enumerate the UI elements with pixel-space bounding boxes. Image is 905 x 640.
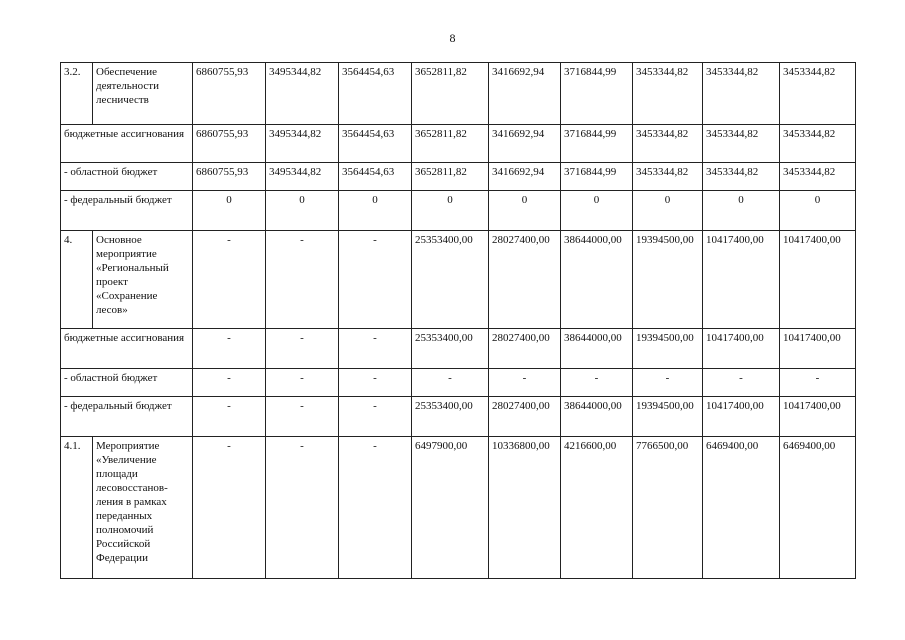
sub-row <box>61 125 856 163</box>
item-row <box>61 63 856 125</box>
value-cell: 0 <box>703 191 780 231</box>
value-cell: 3453344,82 <box>780 63 856 125</box>
value-cell: 3652811,82 <box>412 63 489 125</box>
row-name: Обеспечение деятельности лесничеств <box>93 63 193 125</box>
row-label: - федеральный бюджет <box>61 397 193 437</box>
value-cell: 10417400,00 <box>780 329 856 369</box>
value-cell: 3453344,82 <box>633 125 703 163</box>
value-cell: - <box>193 329 266 369</box>
value-cell: 10336800,00 <box>489 437 561 579</box>
value-cell: - <box>489 369 561 397</box>
value-cell: 3716844,99 <box>561 63 633 125</box>
value-cell: - <box>339 369 412 397</box>
sub-row <box>61 163 856 191</box>
value-cell: 38644000,00 <box>561 397 633 437</box>
value-cell: 6469400,00 <box>780 437 856 579</box>
value-cell: 25353400,00 <box>412 231 489 329</box>
value-cell: 0 <box>633 191 703 231</box>
value-cell: 4216600,00 <box>561 437 633 579</box>
value-cell: - <box>193 369 266 397</box>
value-cell: 3416692,94 <box>489 125 561 163</box>
page-number: 8 <box>449 31 456 45</box>
value-cell: 3564454,63 <box>339 125 412 163</box>
value-cell: 3716844,99 <box>561 125 633 163</box>
value-cell: 25353400,00 <box>412 329 489 369</box>
value-cell: 10417400,00 <box>703 329 780 369</box>
value-cell: 10417400,00 <box>703 397 780 437</box>
value-cell: 3652811,82 <box>412 163 489 191</box>
value-cell: 0 <box>266 191 339 231</box>
value-cell: 3495344,82 <box>266 125 339 163</box>
value-cell: - <box>561 369 633 397</box>
value-cell: - <box>266 369 339 397</box>
value-cell: 25353400,00 <box>412 397 489 437</box>
value-cell: 6860755,93 <box>193 163 266 191</box>
row-code: 4.1. <box>61 437 93 579</box>
value-cell: - <box>339 397 412 437</box>
value-cell: 6860755,93 <box>193 125 266 163</box>
value-cell: 3564454,63 <box>339 163 412 191</box>
value-cell: - <box>339 231 412 329</box>
value-cell: - <box>412 369 489 397</box>
value-cell: 19394500,00 <box>633 231 703 329</box>
value-cell: 3716844,99 <box>561 163 633 191</box>
row-label: - областной бюджет <box>61 369 193 397</box>
value-cell: 10417400,00 <box>780 397 856 437</box>
value-cell: 6860755,93 <box>193 63 266 125</box>
value-cell: 28027400,00 <box>489 231 561 329</box>
budget-table <box>60 62 856 579</box>
value-cell: 3495344,82 <box>266 63 339 125</box>
value-cell: - <box>266 329 339 369</box>
value-cell: 3453344,82 <box>703 163 780 191</box>
value-cell: 3453344,82 <box>633 163 703 191</box>
row-label: бюджетные ассигнования <box>61 125 193 163</box>
row-code: 4. <box>61 231 93 329</box>
value-cell: 3453344,82 <box>703 125 780 163</box>
value-cell: - <box>339 437 412 579</box>
value-cell: - <box>339 329 412 369</box>
value-cell: - <box>193 231 266 329</box>
value-cell: 19394500,00 <box>633 397 703 437</box>
value-cell: 10417400,00 <box>703 231 780 329</box>
value-cell: 3564454,63 <box>339 63 412 125</box>
value-cell: 0 <box>489 191 561 231</box>
value-cell: 3453344,82 <box>633 63 703 125</box>
value-cell: - <box>266 437 339 579</box>
sub-row <box>61 397 856 437</box>
value-cell: - <box>703 369 780 397</box>
row-label: - областной бюджет <box>61 163 193 191</box>
value-cell: 7766500,00 <box>633 437 703 579</box>
value-cell: 3453344,82 <box>780 163 856 191</box>
sub-row <box>61 329 856 369</box>
row-code: 3.2. <box>61 63 93 125</box>
value-cell: 28027400,00 <box>489 397 561 437</box>
value-cell: 0 <box>339 191 412 231</box>
value-cell: 38644000,00 <box>561 329 633 369</box>
item-row <box>61 437 856 579</box>
value-cell: 0 <box>780 191 856 231</box>
value-cell: 28027400,00 <box>489 329 561 369</box>
value-cell: 3416692,94 <box>489 63 561 125</box>
row-label: - федеральный бюджет <box>61 191 193 231</box>
sub-row <box>61 369 856 397</box>
value-cell: - <box>266 231 339 329</box>
item-row <box>61 231 856 329</box>
value-cell: - <box>193 437 266 579</box>
value-cell: 3495344,82 <box>266 163 339 191</box>
value-cell: 3652811,82 <box>412 125 489 163</box>
table-body <box>61 63 856 579</box>
value-cell: - <box>266 397 339 437</box>
row-name: Мероприятие «Увеличение площади лесовосстанов-ления в рамках переданных полномочий Российской Федерации <box>93 437 193 579</box>
value-cell: - <box>633 369 703 397</box>
value-cell: 19394500,00 <box>633 329 703 369</box>
value-cell: 3453344,82 <box>780 125 856 163</box>
value-cell: 38644000,00 <box>561 231 633 329</box>
value-cell: 6469400,00 <box>703 437 780 579</box>
value-cell: 0 <box>193 191 266 231</box>
sub-row <box>61 191 856 231</box>
value-cell: 0 <box>561 191 633 231</box>
value-cell: 3416692,94 <box>489 163 561 191</box>
value-cell: 3453344,82 <box>703 63 780 125</box>
value-cell: 0 <box>412 191 489 231</box>
value-cell: - <box>193 397 266 437</box>
value-cell: - <box>780 369 856 397</box>
row-name: Основное мероприятие «Региональный проект «Сохранение лесов» <box>93 231 193 329</box>
value-cell: 10417400,00 <box>780 231 856 329</box>
row-label: бюджетные ассигнования <box>61 329 193 369</box>
value-cell: 6497900,00 <box>412 437 489 579</box>
